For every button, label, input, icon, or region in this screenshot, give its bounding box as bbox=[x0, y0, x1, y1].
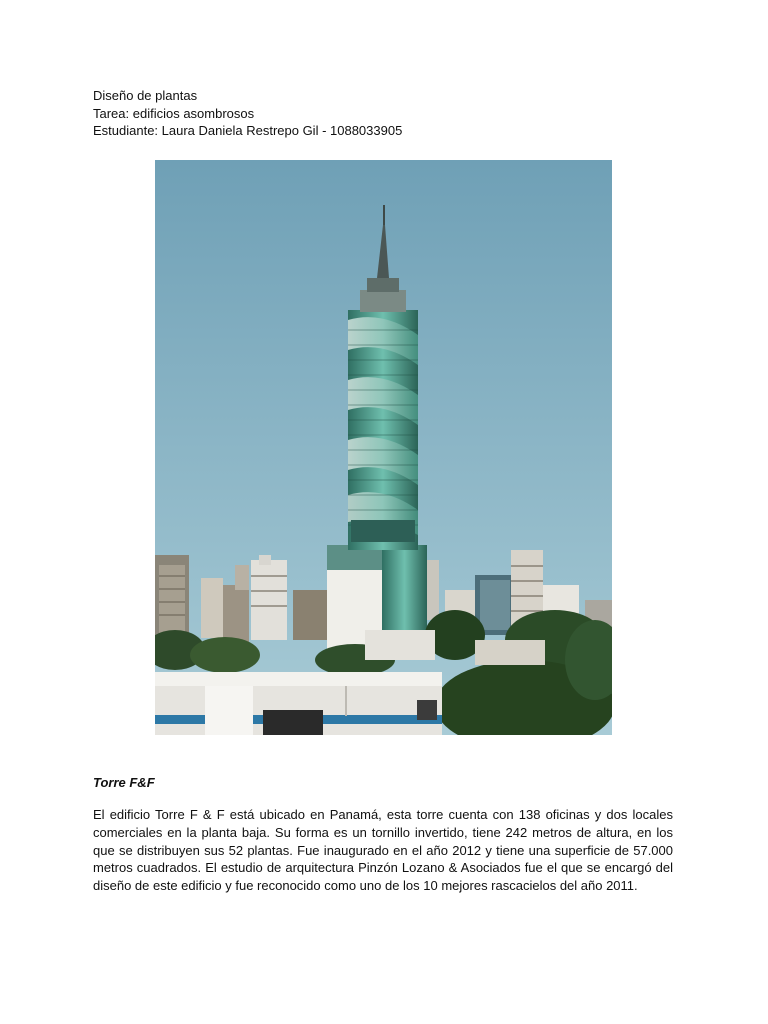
body-paragraph: El edificio Torre F & F está ubicado en Panamá, esta torre cuenta con 138 oficinas y dos locales comerciales en la planta baja. Su forma es un tornillo invertido, tiene 242 metros de altura, en los que se distribuyen sus 52 plantas. Fue inaugurado en el año 2012 y tiene una superficie de 57.000 metros cuadrados. El estudio de arquitectura Pinzón Lozano & Asociados fue el que se encargó del diseño de este edificio y fue reconocido como uno de los 10 mejores rascacielos del año 2011. bbox=[93, 807, 673, 894]
section-title: Torre F&F bbox=[93, 775, 155, 790]
student-info: Estudiante: Laura Daniela Restrepo Gil - 1088033905 bbox=[93, 123, 403, 138]
tower-body bbox=[348, 310, 418, 550]
course-title: Diseño de plantas bbox=[93, 88, 198, 103]
document-header bbox=[93, 87, 402, 140]
foreground-building bbox=[155, 672, 442, 735]
tower-photo bbox=[155, 160, 612, 735]
assignment-title: Tarea: edificios asombrosos bbox=[93, 105, 255, 121]
